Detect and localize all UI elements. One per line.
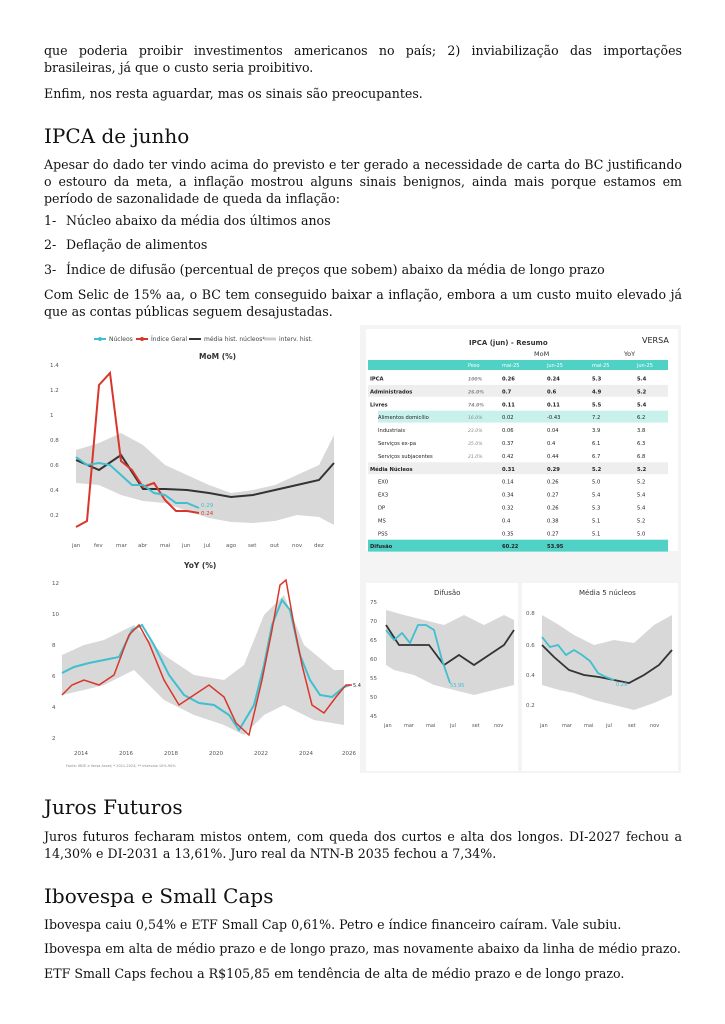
svg-text:0.6: 0.6 (526, 643, 535, 649)
svg-text:2026: 2026 (342, 751, 356, 757)
svg-text:1.4: 1.4 (50, 363, 59, 369)
table-cell-value: 53.95 (547, 544, 564, 551)
svg-text:jul: jul (606, 723, 612, 729)
table-cell-value: 0.34 (502, 492, 514, 499)
table-row (368, 462, 668, 474)
table-cell-value: 5.0 (637, 531, 646, 538)
paragraph-juros: Juros futuros fecharam mistos ontem, com queda dos curtos e alta dos longos. DI-2027 fechou a 14,30% e DI-2031 a 13,61%. Juro real da NTN-B 2035 fechou a 7,34%. (44, 829, 682, 861)
svg-text:0.8: 0.8 (526, 611, 535, 617)
mom-label-nucleos: 0.29 (201, 503, 214, 509)
svg-text:mai-25: mai-25 (502, 363, 520, 369)
svg-text:2014: 2014 (74, 751, 88, 757)
svg-text:0.4: 0.4 (50, 488, 59, 494)
brand-logo: VERSA (642, 336, 669, 345)
svg-text:jun: jun (182, 543, 191, 549)
svg-text:55: 55 (370, 676, 377, 682)
table-cell-value: 6.8 (637, 453, 646, 460)
table-cell-value: 5.1 (592, 518, 601, 525)
table-cell-value: 5.2 (637, 518, 646, 525)
heading-ibovespa: Ibovespa e Small Caps (44, 884, 274, 908)
table-cell-value: 5.4 (637, 492, 646, 499)
table-cell-value: -0.43 (547, 415, 561, 422)
table-cell-value: 0.7 (502, 389, 512, 396)
legend-media: média hist. núcleos* (204, 336, 266, 343)
table-cell-value: 5.4 (637, 402, 647, 409)
table-cell-name: Serviços subjacentes (378, 453, 433, 460)
svg-text:6: 6 (52, 674, 56, 680)
table-cell-value: 0.4 (547, 441, 556, 447)
table-cell-name: Livres (370, 402, 388, 409)
mom-title: MoM (%) (199, 352, 237, 361)
table-cell-value: 0.06 (502, 428, 514, 435)
media5-title: Média 5 núcleos (579, 589, 636, 597)
table-cell-name: EX0 (378, 479, 389, 486)
svg-text:2: 2 (52, 736, 56, 742)
table-cell-name: Industriais (378, 428, 406, 435)
table-cell-value: 5.2 (637, 389, 647, 396)
svg-text:ago: ago (226, 543, 237, 549)
svg-text:70: 70 (370, 619, 377, 625)
table-cell-value: 0.26 (547, 479, 559, 486)
table-cell-value: 0.11 (547, 402, 560, 409)
svg-text:Peso: Peso (468, 363, 480, 369)
table-cell-value: 0.6 (547, 389, 557, 396)
heading-juros: Juros Futuros (44, 795, 183, 819)
svg-text:65: 65 (370, 638, 377, 644)
table-cell-name: MS (378, 518, 386, 525)
table-cell-value: 0.4 (502, 518, 511, 525)
table-cell-name: Serviços ex-pa (378, 441, 417, 447)
table-row (378, 411, 668, 423)
svg-text:50: 50 (370, 695, 377, 701)
svg-text:4: 4 (52, 705, 56, 711)
table-cell-value: 0.44 (547, 453, 559, 460)
table-cell-value: 0.04 (547, 428, 559, 435)
table-cell-value: 0.32 (502, 505, 514, 512)
svg-text:1: 1 (50, 413, 54, 419)
table-cell-value: 0.27 (547, 492, 559, 499)
table-cell-name: Alimentos domicílio (378, 415, 429, 422)
paragraph-ibov-2: Ibovespa em alta de médio prazo e de longo prazo, mas novamente abaixo da linha de médio prazo. (44, 941, 681, 956)
table-cell-name: EX3 (378, 492, 389, 499)
table-cell-value: 5.1 (592, 531, 601, 538)
svg-text:jan: jan (384, 723, 392, 729)
table-cell-value: 0.42 (502, 453, 514, 460)
svg-text:2022: 2022 (254, 751, 268, 757)
table-cell-value: 6.2 (637, 415, 646, 422)
table-row (368, 540, 668, 552)
table-cell-value: 3.9 (592, 428, 601, 435)
legend-interv: interv. hist. (279, 336, 313, 343)
table-cell-peso: 35.0% (468, 442, 483, 447)
table-cell-value: 5.4 (637, 376, 647, 383)
svg-text:2016: 2016 (119, 751, 133, 757)
svg-text:abr: abr (138, 543, 148, 549)
table-cell-peso: 21.0% (468, 454, 483, 460)
difusao-title: Difusão (434, 589, 461, 597)
table-cell-value: 5.2 (637, 466, 647, 473)
legend-geral: Índice Geral (151, 336, 188, 343)
svg-text:set: set (248, 543, 257, 549)
table-cell-value: 5.2 (592, 466, 602, 473)
figure-source: Fonte: IBGE e Versa Asset; * 2011-2024; ** intervalo 10%-90% (66, 764, 176, 768)
paragraph-continuation: que poderia proibir investimentos americanos no país; 2) inviabilização das importações brasileiras, já que o custo seria proibitivo. (44, 43, 682, 75)
svg-text:mar: mar (404, 723, 414, 729)
ipca-summary-table (366, 329, 678, 552)
table-cell-value: 6.3 (637, 441, 646, 447)
table-cell-name: DP (378, 505, 386, 512)
list-item: 2- Deflação de alimentos (44, 237, 208, 252)
yoy-title: YoY (%) (184, 561, 217, 570)
table-cell-value: 60.22 (502, 544, 519, 551)
paragraph-selic: Com Selic de 15% aa, o BC tem conseguido baixar a inflação, embora a um custo muito elevado já que as contas públicas seguem desajustadas. (44, 287, 682, 319)
svg-text:mai: mai (160, 543, 171, 549)
ipca-figure (44, 325, 681, 773)
svg-text:10: 10 (52, 612, 59, 618)
table-cell-value: 5.3 (592, 505, 601, 512)
svg-text:jun-25: jun-25 (547, 363, 563, 369)
svg-text:60: 60 (370, 657, 377, 663)
table-cell-name: IPCA (370, 376, 384, 383)
table-cell-value: 0.14 (502, 479, 514, 486)
svg-text:2020: 2020 (209, 751, 223, 757)
table-cell-value: 0.27 (547, 531, 559, 538)
table-cell-value: 6.7 (592, 453, 601, 460)
svg-text:12: 12 (52, 581, 59, 587)
svg-text:8: 8 (52, 643, 56, 649)
table-cell-value: 0.24 (547, 376, 560, 383)
svg-text:jul: jul (450, 723, 456, 729)
svg-text:0.2: 0.2 (526, 703, 535, 709)
table-cell-peso: 16.0% (468, 416, 483, 422)
svg-text:jan: jan (72, 543, 81, 549)
svg-text:1.2: 1.2 (50, 388, 59, 394)
svg-text:0.8: 0.8 (50, 438, 59, 444)
svg-text:jun-25: jun-25 (637, 363, 653, 369)
table-cell-value: 0.11 (502, 402, 515, 409)
list-item: 1- Núcleo abaixo da média dos últimos anos (44, 213, 331, 228)
svg-text:dez: dez (314, 543, 324, 549)
table-cell-peso: 26.0% (468, 390, 484, 396)
yoy-end-label: 5.4 (353, 683, 361, 689)
table-group-yoy: YoY (624, 350, 636, 358)
table-cell-value: 0.31 (502, 466, 515, 473)
svg-text:mar: mar (562, 723, 572, 729)
difusao-end-label: 53.95 (450, 683, 465, 689)
svg-text:2018: 2018 (164, 751, 178, 757)
paragraph-ipca-intro: Apesar do dado ter vindo acima do previsto e ter gerado a necessidade de carta do BC justificando o estouro da meta, a inflação mostrou alguns sinais benignos, ainda mais porque estamos em período de sazonalidade de queda da inflação: (44, 157, 682, 206)
table-group-mom: MoM (534, 350, 550, 358)
table-cell-value: 0.02 (502, 415, 514, 422)
table-cell-value: 5.4 (637, 505, 646, 512)
svg-text:jul: jul (204, 543, 211, 549)
table-title: IPCA (jun) - Resumo (469, 339, 548, 347)
table-cell-value: 0.26 (547, 505, 559, 512)
table-cell-name: PSS (378, 531, 388, 538)
svg-text:fev: fev (94, 543, 103, 549)
table-cell-value: 0.26 (502, 376, 515, 383)
paragraph-ibov-1: Ibovespa caiu 0,54% e ETF Small Cap 0,61%. Petro e índice financeiro caíram. Vale subiu. (44, 917, 622, 932)
svg-text:jan: jan (540, 723, 548, 729)
paragraph-closing: Enfim, nos resta aguardar, mas os sinais são preocupantes. (44, 86, 423, 101)
svg-text:mai-25: mai-25 (592, 363, 610, 369)
svg-text:nov: nov (494, 723, 504, 729)
svg-text:nov: nov (650, 723, 660, 729)
table-cell-name: Administrados (370, 389, 413, 396)
table-cell-value: 5.3 (592, 376, 602, 383)
heading-ipca: IPCA de junho (44, 124, 190, 148)
table-cell-name: Média Núcleos (370, 466, 413, 473)
table-cell-value: 0.37 (502, 441, 514, 447)
table-cell-peso: 100% (468, 377, 483, 383)
svg-text:out: out (270, 543, 280, 549)
svg-text:nov: nov (292, 543, 303, 549)
table-cell-value: 5.5 (592, 402, 602, 409)
svg-text:0.2: 0.2 (50, 513, 59, 519)
svg-text:mai: mai (426, 723, 436, 729)
table-cell-value: 5.0 (592, 479, 601, 486)
table-cell-value: 0.29 (547, 466, 560, 473)
list-item: 3- Índice de difusão (percentual de preços que sobem) abaixo da média de longo prazo (44, 262, 605, 277)
table-cell-value: 4.9 (592, 389, 602, 396)
svg-text:mar: mar (116, 543, 127, 549)
paragraph-ibov-3: ETF Small Caps fechou a R$105,85 em tendência de alta de médio prazo e de longo prazo. (44, 966, 625, 981)
svg-text:mai: mai (584, 723, 594, 729)
media5-end-label: 0.29 (616, 682, 628, 688)
svg-text:45: 45 (370, 714, 377, 720)
table-cell-peso: 74.0% (468, 403, 484, 409)
svg-text:set: set (628, 723, 636, 729)
table-cell-value: 5.2 (637, 479, 646, 486)
mom-legend (94, 336, 313, 343)
table-cell-value: 0.38 (547, 518, 559, 525)
table-cell-value: 7.2 (592, 415, 601, 422)
mom-label-geral: 0.24 (201, 511, 214, 517)
svg-text:0.6: 0.6 (50, 463, 59, 469)
svg-text:75: 75 (370, 600, 377, 606)
table-cell-name: Difusão (370, 544, 393, 551)
table-cell-value: 6.1 (592, 441, 601, 447)
table-cell-value: 3.8 (637, 428, 646, 435)
table-cell-peso: 23.0% (468, 429, 483, 435)
table-row (368, 385, 668, 397)
svg-text:2024: 2024 (299, 751, 313, 757)
svg-text:0.4: 0.4 (526, 673, 535, 679)
table-cell-value: 5.4 (592, 492, 601, 499)
table-cell-value: 0.35 (502, 531, 514, 538)
svg-text:set: set (472, 723, 480, 729)
legend-nucleos: Núcleos (109, 336, 133, 343)
